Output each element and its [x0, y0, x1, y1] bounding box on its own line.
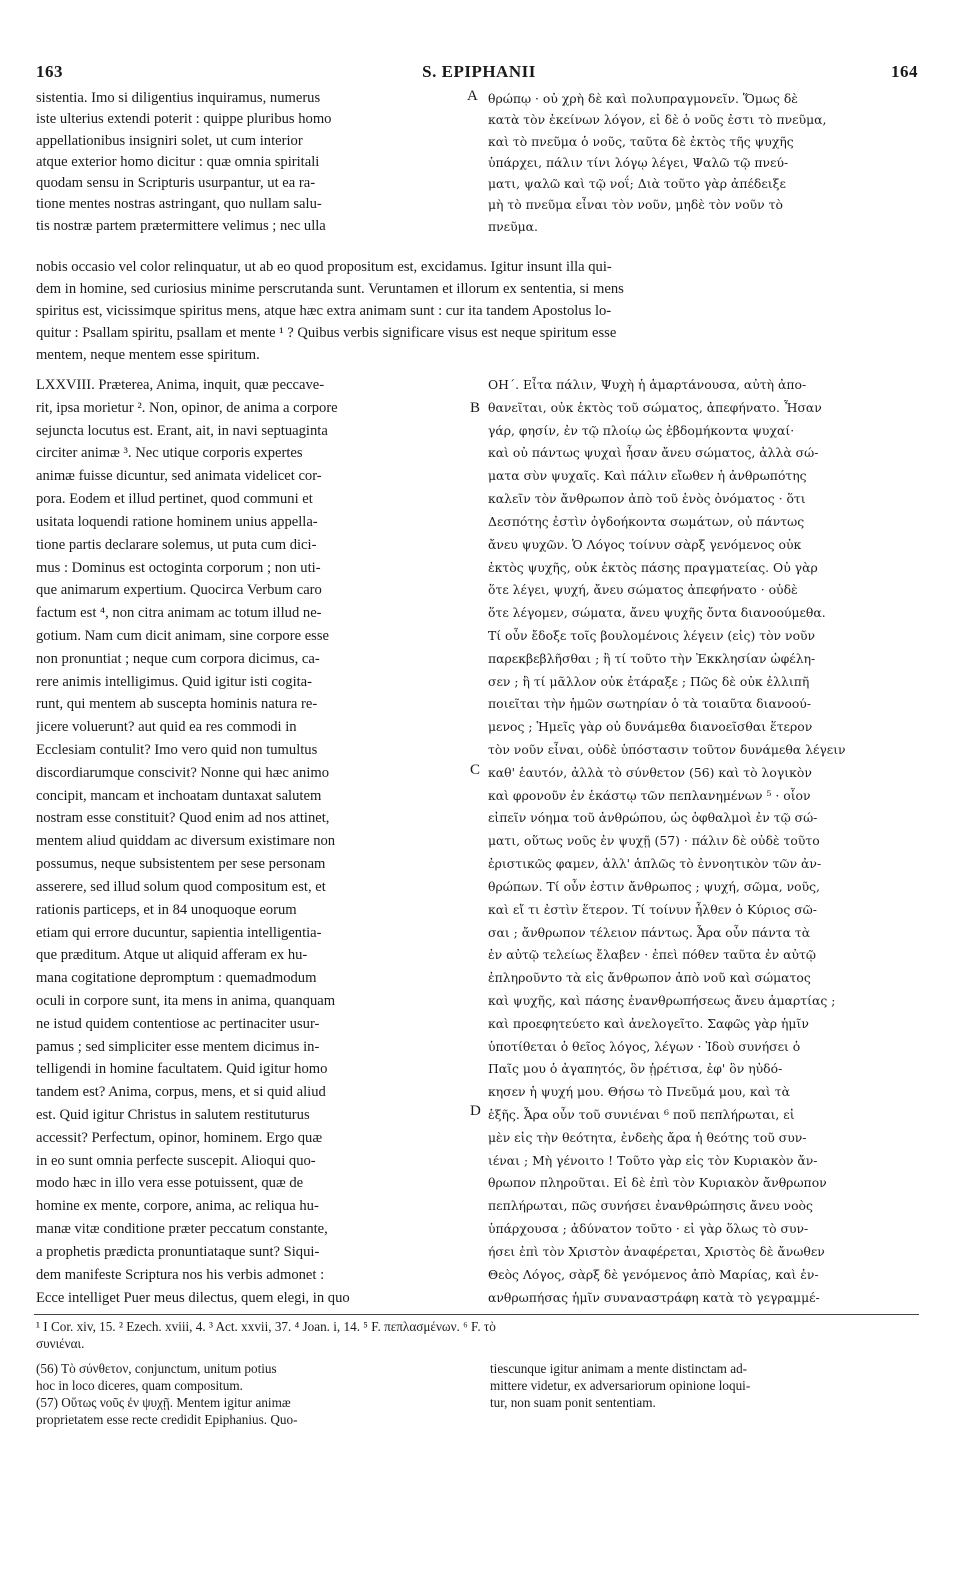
text-line: ανθρωπήσας ἡμῖν συναναστράφη κατὰ τὸ γεγραμμέ- — [488, 1289, 820, 1305]
text-line: ματι, ψαλῶ καὶ τῷ νοΐ; Διὰ τοῦτο γὰρ ἀπέδειξε — [488, 176, 786, 192]
text-line: μὴ τὸ πνεῦμα εἶναι τὸν νοῦν, μηδὲ τὸν νοῦν τὸ — [488, 197, 783, 213]
text-line: ποιεῖται τὴν ἡμῶν σωτηρίαν ὁ τὰ τοιαῦτα διανοού- — [488, 696, 812, 712]
text-line: Θεὸς Λόγος, σὰρξ δὲ γενόμενος ἀπὸ Μαρίας, καὶ ἐν- — [488, 1266, 819, 1282]
text-line: etiam qui errore ducuntur, sapientia intelligentia- — [36, 924, 322, 941]
text-line: ἐκτὸς ψυχῆς, οὐκ ἐκτὸς πάσης πραγματείας. Οὐ γὰρ — [488, 559, 818, 575]
text-line: ἐπληροῦντο τὰ εἰς ἄνθρωπον ἀπὸ νοῦ καὶ σώματος — [488, 970, 811, 986]
margin-letter-a: A — [467, 88, 478, 104]
text-line: tione partis declarare solemus, ut puta cum dici- — [36, 536, 317, 553]
text-line: factum est ⁴, non citra animam ac totum illud ne- — [36, 605, 322, 622]
text-line: ὑπάρχει, πάλιν τίνι λόγῳ λέγει, Ψαλῶ τῷ πνεύ- — [488, 154, 789, 170]
text-line: θρώπων. Τί οὖν ἐστιν ἄνθρωπος ; ψυχή, σῶμα, νοῦς, — [488, 878, 820, 894]
text-line: gotium. Nam cum dicit animam, sine corpore esse — [36, 627, 330, 644]
text-line: θανεῖται, οὐκ ἐκτὸς τοῦ σώματος, ἀπεφήνατο. Ἦσαν — [488, 399, 822, 415]
note-line: hoc in loco diceres, quam compositum. — [36, 1378, 243, 1393]
text-line: quodam sensu in Scripturis usurpantur, ut ea ra- — [36, 175, 316, 192]
text-line: καὶ εἴ τι ἐστὶν ἕτερον. Τί τοίνυν ἦλθεν ὁ Κύριος σῶ- — [488, 901, 817, 917]
notes-left — [36, 1360, 464, 1428]
running-title: S. EPIPHANII — [422, 62, 536, 81]
text-line: mus : Dominus est octoginta corporum ; non uti- — [36, 559, 321, 576]
text-line: ne istud quidem contentiose ac pertinaciter usur- — [36, 1015, 320, 1032]
text-line: σαι ; ἄνθρωπον τέλειον πάντως. Ἆρα οὖν πάντα τὰ — [488, 924, 811, 940]
text-line: spiritus est, vicissimque spiritus mens, atque hæc extra animam sunt : cur ita tandem Apostolus lo- — [36, 302, 612, 319]
note-line: proprietatem esse recte credidit Epiphanius. Quo- — [36, 1412, 298, 1427]
text-line: καὶ προεφητεύετο καὶ ἀνελογεῖτο. Σαφῶς γὰρ ἡμῖν — [488, 1015, 809, 1031]
text-line: ὅτε λέγομεν, σώματα, ἄνευ ψυχῆς ὄντα διανοούμεθα. — [488, 605, 826, 621]
text-line: sejuncta locutus est. Erant, ait, in navi septuaginta — [36, 422, 328, 439]
text-line: ΟΗ΄. Εἶτα πάλιν, Ψυχὴ ἡ ἁμαρτάνουσα, αὐτὴ ἀπο- — [488, 377, 807, 392]
latin-column — [36, 374, 464, 1309]
text-line: est. Quid igitur Christus in salutem restituturus — [36, 1107, 310, 1123]
text-line: πεπλήρωται, πῶς συνήσει ἐνανθρώπησις ἄνευ νοὸς — [488, 1198, 813, 1214]
footnote-rule — [34, 1314, 919, 1315]
note-line: mittere videtur, ex adversariorum opinione loqui- — [490, 1378, 751, 1393]
text-line: κατὰ τὸν ἐκείνων λόγον, εἰ δὲ ὁ νοῦς ἐστι τὸ πνεῦμα, — [488, 112, 827, 128]
greek-column — [488, 374, 920, 1309]
text-line: iste ulterius extendi poterit : quippe pluribus homo — [36, 111, 332, 128]
text-line: telligendi in homine facultatem. Quid igitur homo — [36, 1061, 328, 1078]
text-line: asserere, sed illud solum quod compositum est, et — [36, 878, 326, 895]
text-line: mentem, neque mentem esse spiritum. — [36, 346, 260, 363]
note-line: (57) Οὕτως νοῦς ἐν ψυχῇ. Mentem igitur animæ — [36, 1395, 291, 1410]
note-line: (56) Τὸ σύνθετον, conjunctum, unitum potius — [36, 1361, 277, 1376]
text-line: θρωπον πληροῦται. Εἰ δὲ ἐπὶ τὸν Κυριακὸν ἄνθρωπον — [488, 1175, 827, 1191]
text-line: a prophetis prædicta pronuntiataque sunt? Siqui- — [36, 1243, 320, 1260]
text-line: que præditum. Atque ut aliquid afferam ex hu- — [36, 947, 308, 964]
text-line: ὑποτίθεται ὁ θεῖος λόγος, λέγων · Ἰδοὺ συνήσει ὁ — [488, 1038, 801, 1054]
text-line: ἄνευ ψυχῶν. Ὁ Λόγος τοίνυν σὰρξ γενόμενος οὐκ — [488, 536, 802, 552]
text-line: circiter animæ ³. Nec utique corporis expertes — [36, 445, 303, 462]
text-line: καὶ οὐ πάντως ψυχαὶ ἦσαν ἄνευ σώματος, ἀλλὰ σώ- — [488, 445, 819, 461]
text-line: κησεν ἡ ψυχή μου. Θήσω τὸ Πνεῦμά μου, καὶ τὰ — [488, 1084, 790, 1100]
margin-letter-b: B — [470, 400, 481, 416]
text-line: accessit? Perfectum, opinor, hominem. Ergo quæ — [36, 1129, 323, 1146]
text-line: discordiarumque conscivit? Nonne qui hæc animo — [36, 764, 330, 781]
text-line: manæ vitæ conditione præter peccatum constante, — [36, 1221, 328, 1238]
full-width-paragraph — [36, 257, 920, 367]
intro-latin-column — [36, 88, 464, 237]
text-line: tione mentes nostras astringant, quo nullam salu- — [36, 196, 322, 213]
text-line: usitata loquendi ratione hominem unius appella- — [36, 513, 318, 530]
text-line: εἰπεῖν νόημα τοῦ ἀνθρώπου, ὡς ὀφθαλμοὶ ἐν τῷ σώ- — [488, 810, 818, 826]
text-line: concipit, mancam et inchoatam duntaxat salutem — [36, 787, 322, 804]
text-line: mana cogitatione depromptum : quemadmodum — [36, 970, 317, 987]
text-line: rit, ipsa morietur ². Non, opinor, de anima a corpore — [36, 399, 338, 416]
text-line: que animarum expertium. Quocirca Verbum caro — [36, 582, 322, 599]
text-line: ἑξῆς. Ἆρα οὖν τοῦ συνιέναι ⁶ ποῦ πεπλήρωται, εἰ — [488, 1107, 795, 1122]
text-line: Ecce intelliget Puer meus dilectus, quem elegi, in quo — [36, 1289, 350, 1306]
text-line: ήσει ἐπὶ τὸν Χριστὸν ἀναφέρεται, Χριστὸς δὲ ἄνωθεν — [488, 1243, 825, 1259]
text-line: θρώπῳ · οὐ χρὴ δὲ καὶ πολυπραγμονεῖν. Ὅμως δὲ — [488, 91, 798, 106]
text-line: sistentia. Imo si diligentius inquiramus, numerus — [36, 90, 321, 106]
text-line: mentem aliud quiddam ac diversum existimare non — [36, 833, 336, 850]
text-line: τὸν νοῦν εἶναι, οὐδὲ ὑπόστασιν τοῦτον δυνάμεθα λέγειν — [488, 742, 846, 757]
text-line: καὶ τὸ πνεῦμα ὁ νοῦς, ταῦτα δὲ ἐκτὸς τῆς ψυχῆς — [488, 133, 794, 149]
text-line: Τί οὖν ἔδοξε τοῖς βουλομένοις λέγειν (εἰς) τὸν νοῦν — [488, 627, 816, 643]
text-line: nostram esse constituit? Quod enim ad nos attinet, — [36, 810, 330, 827]
intro-greek-column — [488, 88, 920, 237]
margin-letter-c: C — [470, 762, 481, 778]
text-line: in eo sunt omnia perfecte suscepit. Alioqui quo- — [36, 1152, 316, 1169]
text-line: ὑπάρχουσα ; ἀδύνατον τοῦτο · εἰ γὰρ ὅλως τὸ συν- — [488, 1221, 809, 1237]
text-line: tandem est? Anima, corpus, mens, et si quid aliud — [36, 1084, 326, 1101]
text-line: appellationibus insigniri solet, ut cum interior — [36, 132, 303, 149]
text-line: ὅτε λέγει, ψυχή, ἄνευ σώματος ἀπεφήνατο · οὐδὲ — [488, 582, 798, 598]
text-line: non pronuntiat ; neque cum corpora dicimus, ca- — [36, 650, 320, 667]
text-line: ιέναι ; Μὴ γένοιτο ! Τοῦτο γὰρ εἰς τὸν Κυριακὸν ἄν- — [488, 1152, 818, 1168]
text-line: pamus ; sed simpliciter esse mentem dicimus in- — [36, 1038, 320, 1055]
text-line: Παῖς μου ὁ ἀγαπητός, ὃν ᾑρέτισα, ἐφ' ὃν ηὐδό- — [488, 1061, 783, 1077]
text-line: μὲν εἰς τὴν θεότητα, ἐνδεὴς ἄρα ἡ θεότης τοῦ συν- — [488, 1129, 807, 1145]
text-line: jicere voluerunt? aut quid ea res commodi in — [36, 719, 297, 736]
text-line: Δεσπότης ἐστὶν ὀγδοήκοντα σωμάτων, οὐ πάντως — [488, 513, 805, 529]
text-line: tis nostræ partem prætermittere velimus ; nec ulla — [36, 217, 326, 234]
text-line: dem manifeste Scriptura nos his verbis admonet : — [36, 1266, 325, 1283]
text-line: καθ' ἑαυτόν, ἀλλὰ τὸ σύνθετον (56) καὶ τὸ λογικὸν — [488, 764, 812, 780]
text-line: dem in homine, sed curiosius minime perscrutanda sunt. Veruntamen et illorum ex sententia, si mens — [36, 280, 624, 297]
text-line: καὶ ψυχῆς, καὶ πάσης ἐνανθρωπήσεως ἄνευ ἁμαρτίας ; — [488, 992, 836, 1008]
text-line: ἐριστικῶς φαμεν, ἀλλ' ἁπλῶς τὸ ἐννοητικὸν τῶν ἀν- — [488, 856, 822, 872]
text-line: nobis occasio vel color relinquatur, ut ab eo quod propositum est, excidamus. Igitur insunt illa qui- — [36, 259, 612, 275]
text-line: modo hæc in illo vera esse potuissent, quæ de — [36, 1175, 304, 1192]
text-line: ματι, οὕτως νοῦς ἐν ψυχῇ (57) · πάλιν δὲ οὐδὲ τοῦτο — [488, 833, 820, 849]
text-line: runt, qui mentem ab suscepta hominis natura re- — [36, 696, 318, 713]
footnote-line: συνιέναι. — [36, 1336, 85, 1351]
text-line: oculi in corpore sunt, ita mens in anima, quanquam — [36, 992, 336, 1009]
text-line: σεν ; ἢ τί μᾶλλον οὐκ ἐτάραξε ; Πῶς δὲ οὐκ ἐλλιπῆ — [488, 673, 810, 689]
notes-right — [490, 1360, 922, 1411]
text-line: παρεκβεβλῆσθαι ; ἢ τί τοῦτο τὴν Ἐκκλησίαν ὠφέλη- — [488, 650, 816, 666]
page-number-right: 164 — [891, 62, 918, 81]
text-line: rationis particeps, et in 84 unoquoque eorum — [36, 901, 297, 918]
text-line: homine ex mente, corpore, anima, ac reliqua hu- — [36, 1198, 319, 1215]
footnote-line: ¹ I Cor. xiv, 15. ² Ezech. xviii, 4. ³ Act. xxvii, 37. ⁴ Joan. i, 14. ⁵ F. πεπλασμένων. ⁶ F. τὸ — [36, 1319, 496, 1334]
text-line: LXXVIII. Præterea, Anima, inquit, quæ peccave- — [36, 377, 325, 393]
text-line: ματα σὺν ψυχαῖς. Καὶ πάλιν εἴωθεν ἡ ἀνθρωπότης — [488, 468, 807, 484]
text-line: quitur : Psallam spiritu, psallam et mente ¹ ? Quibus verbis significare visus est neque spiritum esse — [36, 324, 617, 341]
text-line: καλεῖν τὸν ἄνθρωπον ἀπὸ τοῦ ἑνὸς ὀνόματος · ὅτι — [488, 491, 806, 507]
margin-letter-d: D — [470, 1103, 481, 1119]
page-number-left: 163 — [36, 62, 63, 81]
text-line: animæ fuisse dicuntur, sed animata videlicet cor- — [36, 468, 322, 485]
text-line: possumus, neque subsistentem per sese personam — [36, 856, 326, 873]
text-line: Ecclesiam contulit? Imo vero quid non tumultus — [36, 742, 318, 758]
text-line: ἐν αὐτῷ τελείως ἔλαβεν · ἐπεὶ πόθεν ταῦτα ἐν αὐτῷ — [488, 947, 816, 963]
text-line: γάρ, φησίν, ἐν τῷ πλοίῳ ὡς ἑβδομήκοντα ψυχαί· — [488, 422, 795, 438]
note-line: tiescunque igitur animam a mente distinctam ad- — [490, 1361, 748, 1376]
text-line: atque exterior homo dicitur : quæ omnia spiritali — [36, 153, 320, 170]
text-line: μενος ; Ἡμεῖς γὰρ οὐ δυνάμεθα διανοεῖσθαι ἕτερον — [488, 719, 813, 735]
footnotes — [36, 1318, 920, 1352]
text-line: καὶ φρονοῦν ἐν ἑκάστῳ τῶν πεπλανημένων ⁵ · οἷον — [488, 787, 811, 803]
text-line: rere animis intelligimus. Quid igitur isti cogita- — [36, 673, 313, 690]
note-line: tur, non suam ponit sententiam. — [490, 1395, 656, 1410]
text-line: pora. Eodem et illud pertinet, quod communi et — [36, 491, 313, 508]
text-line: πνεῦμα. — [488, 218, 538, 234]
